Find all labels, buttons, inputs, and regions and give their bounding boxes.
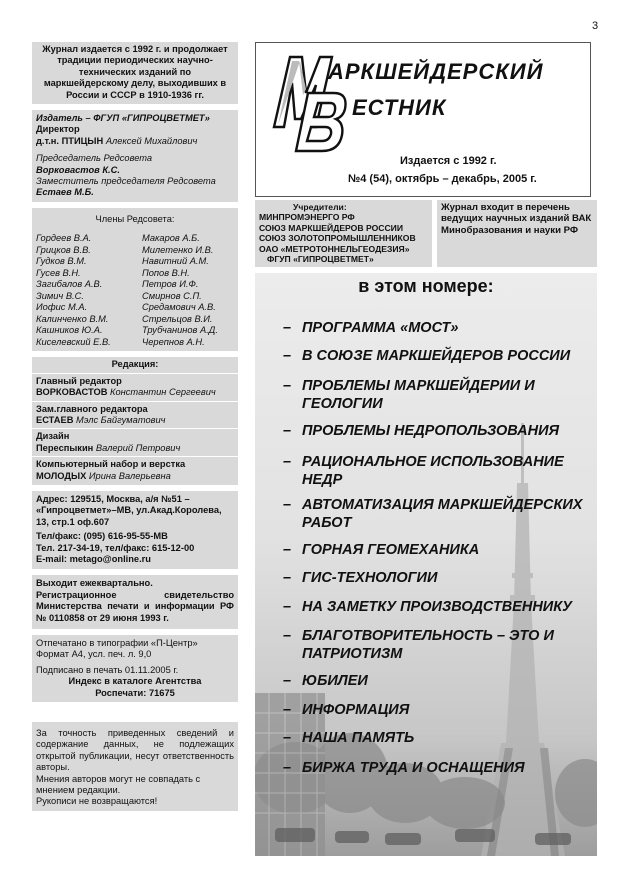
council-member: Черепнов А.Н. xyxy=(142,336,205,347)
contact-block xyxy=(32,491,238,569)
director-name: д.т.н. ПТИЦЫН xyxy=(36,135,104,146)
contents-item xyxy=(283,598,593,616)
bullet-dash-icon: – xyxy=(283,320,292,336)
contents-item xyxy=(283,569,593,587)
journal-logo-box xyxy=(255,42,591,197)
bullet-dash-icon: – xyxy=(283,378,292,394)
council-member: Петров И.Ф. xyxy=(142,279,199,290)
published-since: Издается с 1992 г. xyxy=(400,155,497,167)
council-member: Зимич В.С. xyxy=(36,290,84,301)
council-member: Милетенко И.В. xyxy=(142,244,214,255)
founder-1: МИНПРОМЭНЕРГО РФ xyxy=(259,212,355,223)
logo-line-2: ЕСТНИК xyxy=(352,95,447,120)
contents-item xyxy=(283,627,593,663)
typeset-name: МОЛОДЫХ xyxy=(36,470,87,481)
council-member: Навитний А.М. xyxy=(142,256,209,267)
table-of-contents xyxy=(255,273,597,856)
bullet-dash-icon: – xyxy=(283,673,292,689)
deputy-editor-rest: Мэлс Байгуматович xyxy=(73,414,166,425)
catalog-index: Индекс в каталоге Агентства xyxy=(68,676,202,687)
members-column-2 xyxy=(128,233,234,348)
bullet-dash-icon: – xyxy=(283,702,292,718)
contents-item-label: РАЦИОНАЛЬНОЕ ИСПОЛЬЗОВАНИЕ НЕДР xyxy=(302,454,564,488)
disclaimer-text: За точность приведенных сведений и содержание данных, не подлежащих открытой публикации, несут ответственность авторы. xyxy=(36,728,234,773)
contents-item xyxy=(283,319,593,337)
deputy-editor-name: ЕСТАЕВ xyxy=(36,414,74,425)
council-member: Гудков В.М. xyxy=(36,256,87,267)
telephone: Тел. 217-34-19, тел/факс: 615-12-00 xyxy=(36,542,195,553)
bullet-dash-icon: – xyxy=(283,454,292,470)
editorial-block xyxy=(32,357,238,485)
left-info-column xyxy=(32,42,238,811)
chair-label: Председатель Редсовета xyxy=(36,153,153,164)
contents-item-label: ПРОБЛЕМЫ МАРКШЕЙДЕРИИ И ГЕОЛОГИИ xyxy=(302,378,535,412)
bullet-dash-icon: – xyxy=(283,497,292,513)
council-member: Трубчанинов А.Д. xyxy=(142,325,218,336)
council-member: Средамович А.В. xyxy=(142,302,216,313)
contents-title: в этом номере: xyxy=(358,276,494,296)
design-name: Переспыкин xyxy=(36,442,94,453)
council-member: Макаров А.Б. xyxy=(142,233,200,244)
council-member: Стрельцов В.И. xyxy=(142,313,213,324)
format: Формат А4, усл. печ. л. 9,0 xyxy=(36,649,152,660)
contents-item xyxy=(283,496,593,532)
members-column-1 xyxy=(36,233,128,348)
founder-2: СОЮЗ МАРКШЕЙДЕРОВ РОССИИ xyxy=(259,222,404,233)
signed-date: Подписано в печать 01.11.2005 г. xyxy=(36,664,179,675)
email: E-mail: metago@online.ru xyxy=(36,553,151,564)
design-rest: Валерий Петрович xyxy=(93,442,181,453)
editorial-title: Редакция: xyxy=(111,359,159,370)
design-label: Дизайн xyxy=(36,431,70,442)
founder-3: СОЮЗ ЗОЛОТОПРОМЫШЛЕННИКОВ xyxy=(259,233,416,244)
print-info-block xyxy=(32,635,238,702)
publisher-line: Издатель – ФГУП «ГИПРОЦВЕТМЕТ» xyxy=(36,113,210,124)
director-label: Директор xyxy=(36,124,80,135)
council-member: Гусев В.Н. xyxy=(36,267,81,278)
page-number: 3 xyxy=(592,20,599,32)
council-member: Смирнов С.П. xyxy=(142,290,202,301)
council-members-block xyxy=(32,208,238,351)
typeset-label: Компьютерный набор и верстка xyxy=(36,459,186,470)
contents-item-label: НАША ПАМЯТЬ xyxy=(302,730,415,746)
bullet-dash-icon: – xyxy=(283,542,292,558)
bullet-dash-icon: – xyxy=(283,570,292,586)
printed-at: Отпечатано в типографии «П-Центр» xyxy=(36,638,198,648)
contents-item-label: БИРЖА ТРУДА И ОСНАЩЕНИЯ xyxy=(302,760,525,776)
contents-item-label: ИНФОРМАЦИЯ xyxy=(302,702,410,718)
bullet-dash-icon: – xyxy=(283,760,292,776)
quarterly-note: Выходит ежеквартально. xyxy=(36,578,153,589)
contents-item-label: БЛАГОТВОРИТЕЛЬНОСТЬ – ЭТО И ПАТРИОТИЗМ xyxy=(302,628,554,662)
bullet-dash-icon: – xyxy=(283,423,292,439)
contents-item-label: НА ЗАМЕТКУ ПРОИЗВОДСТВЕННИКУ xyxy=(302,599,572,615)
contents-item xyxy=(283,759,593,777)
chief-editor-rest: Константин Сергеевич xyxy=(107,387,216,398)
founders-box xyxy=(255,200,432,267)
council-member: Гордеев В.А. xyxy=(36,233,92,244)
founder-4: ОАО «МЕТРОТОННЕЛЬГЕОДЕЗИЯ» xyxy=(259,243,410,254)
vak-note: Журнал входит в перечень ведущих научных изданий ВАК Минобразования и науки РФ xyxy=(437,200,597,267)
contents-item-label: ЮБИЛЕИ xyxy=(302,673,368,689)
disclaimer-text-3: Рукописи не возвращаются! xyxy=(36,796,158,807)
chief-editor-name: ВОРКОВАСТОВ xyxy=(36,387,108,398)
registration-text: Регистрационное свидетельство Министерства печати и информации РФ № 0110858 от 29 июня 1993 г. xyxy=(36,589,234,623)
contents-item-label: ГИС-ТЕХНОЛОГИИ xyxy=(302,570,438,586)
contents-item xyxy=(283,377,593,413)
issue-number: №4 (54), октябрь – декабрь, 2005 г. xyxy=(348,173,537,185)
contents-item xyxy=(283,541,593,559)
contents-item-label: ГОРНАЯ ГЕОМЕХАНИКА xyxy=(302,542,480,558)
bullet-dash-icon: – xyxy=(283,599,292,615)
contents-item-label: ПРОГРАММА «МОСТ» xyxy=(302,320,459,336)
chair-name: Ворковастов К.С. xyxy=(36,164,120,175)
contents-item xyxy=(283,672,593,690)
journal-intro: Журнал издается с 1992 г. и продолжает традиции периодических научно-технических изданий по маркшейдерскому делу, выходивших в России и СССР в 1910-1936 гг. xyxy=(32,42,238,104)
disclaimer-block xyxy=(32,722,238,811)
contents-item xyxy=(283,347,593,365)
chief-editor-label: Главный редактор xyxy=(36,375,122,386)
registration-block xyxy=(32,575,238,629)
publisher-block xyxy=(32,110,238,202)
council-member: Попов В.Н. xyxy=(142,267,190,278)
founder-5: ФГУП «ГИПРОЦВЕТМЕТ» xyxy=(267,254,374,265)
contents-item-label: ПРОБЛЕМЫ НЕДРОПОЛЬЗОВАНИЯ xyxy=(302,423,560,439)
contents-item xyxy=(283,453,593,489)
contents-item-label: АВТОМАТИЗАЦИЯ МАРКШЕЙДЕРСКИХ РАБОТ xyxy=(302,497,583,531)
council-member: Киселевский Е.В. xyxy=(36,336,111,347)
telfax: Тел/факс: (095) 616-95-55-МВ xyxy=(36,531,168,542)
council-member: Загибалов А.В. xyxy=(36,279,103,290)
address: Адрес: 129515, Москва, а/я №51 – «Гипроцветмет»–МВ, ул.Акад.Королева, 13, стр.1 оф.607 xyxy=(36,493,222,527)
contents-item-label: В СОЮЗЕ МАРКШЕЙДЕРОВ РОССИИ xyxy=(302,348,571,364)
logo-line-1: АРКШЕЙДЕРСКИЙ xyxy=(328,59,544,84)
deputy-chair-label: Заместитель председателя Редсовета xyxy=(36,176,216,187)
members-title: Члены Редсовета: xyxy=(95,213,175,224)
council-member: Калинченко В.М. xyxy=(36,313,109,324)
council-member: Грицков В.В. xyxy=(36,244,91,255)
rospechat-index: Роспечати: 71675 xyxy=(95,687,175,698)
contents-item xyxy=(283,422,593,440)
bullet-dash-icon: – xyxy=(283,348,292,364)
disclaimer-text-2: Мнения авторов могут не совпадать с мнением редакции. xyxy=(36,773,201,796)
director-name-rest: Алексей Михайлович xyxy=(103,135,198,146)
contents-item xyxy=(283,701,593,719)
founders-title: Учредители: xyxy=(293,202,347,212)
bullet-dash-icon: – xyxy=(283,628,292,644)
typeset-rest: Ирина Валерьевна xyxy=(86,470,171,481)
deputy-editor-label: Зам.главного редактора xyxy=(36,403,148,414)
deputy-chair-name: Естаев М.Б. xyxy=(36,187,94,198)
contents-item xyxy=(283,729,593,747)
council-member: Иофис М.А. xyxy=(36,302,88,313)
members-list xyxy=(32,233,238,351)
council-member: Кашников Ю.А. xyxy=(36,325,103,336)
bullet-dash-icon: – xyxy=(283,730,292,746)
